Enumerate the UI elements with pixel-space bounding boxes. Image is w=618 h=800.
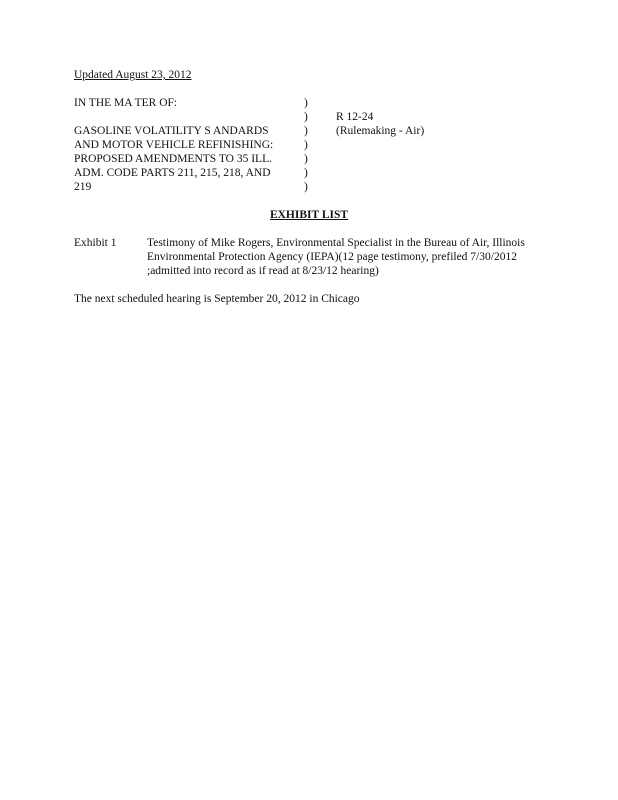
updated-date: Updated August 23, 2012: [74, 69, 192, 81]
paren-mark: ): [304, 153, 308, 165]
paren-mark: ): [304, 167, 308, 179]
caption-left-column: [74, 96, 299, 194]
in-the-matter-of: IN THE MA TER OF:: [74, 97, 178, 109]
paren-mark: ): [304, 181, 308, 193]
paren-mark: ): [304, 125, 308, 137]
paren-mark: ): [304, 111, 308, 123]
exhibit-description: Testimony of Mike Rogers, Environmental Specialist in the Bureau of Air, Illinois Environmental Protection Agency (IEPA)(12 page testimony, prefiled 7/30/2012 ;admitted into record as if read at 8/23/12 hearing): [147, 237, 525, 277]
caption-line: PROPOSED AMENDMENTS TO 35 ILL.: [74, 153, 272, 165]
next-hearing-notice: The next scheduled hearing is September 20, 2012 in Chicago: [74, 293, 360, 305]
caption-line: 219: [74, 181, 92, 193]
caption-parentheses: [304, 96, 316, 194]
caption-line: ADM. CODE PARTS 211, 215, 218, AND: [74, 167, 271, 179]
exhibit-label: Exhibit 1: [74, 237, 117, 249]
case-number: R 12-24: [336, 111, 374, 123]
exhibit-list-title: EXHIBIT LIST: [269, 209, 349, 221]
caption-right-column: [336, 110, 424, 138]
caption-line: GASOLINE VOLATILITY S ANDARDS: [74, 125, 269, 137]
paren-mark: ): [304, 97, 308, 109]
paren-mark: ): [304, 139, 308, 151]
case-type: (Rulemaking - Air): [336, 125, 425, 137]
caption-line: AND MOTOR VEHICLE REFINISHING:: [74, 139, 274, 151]
